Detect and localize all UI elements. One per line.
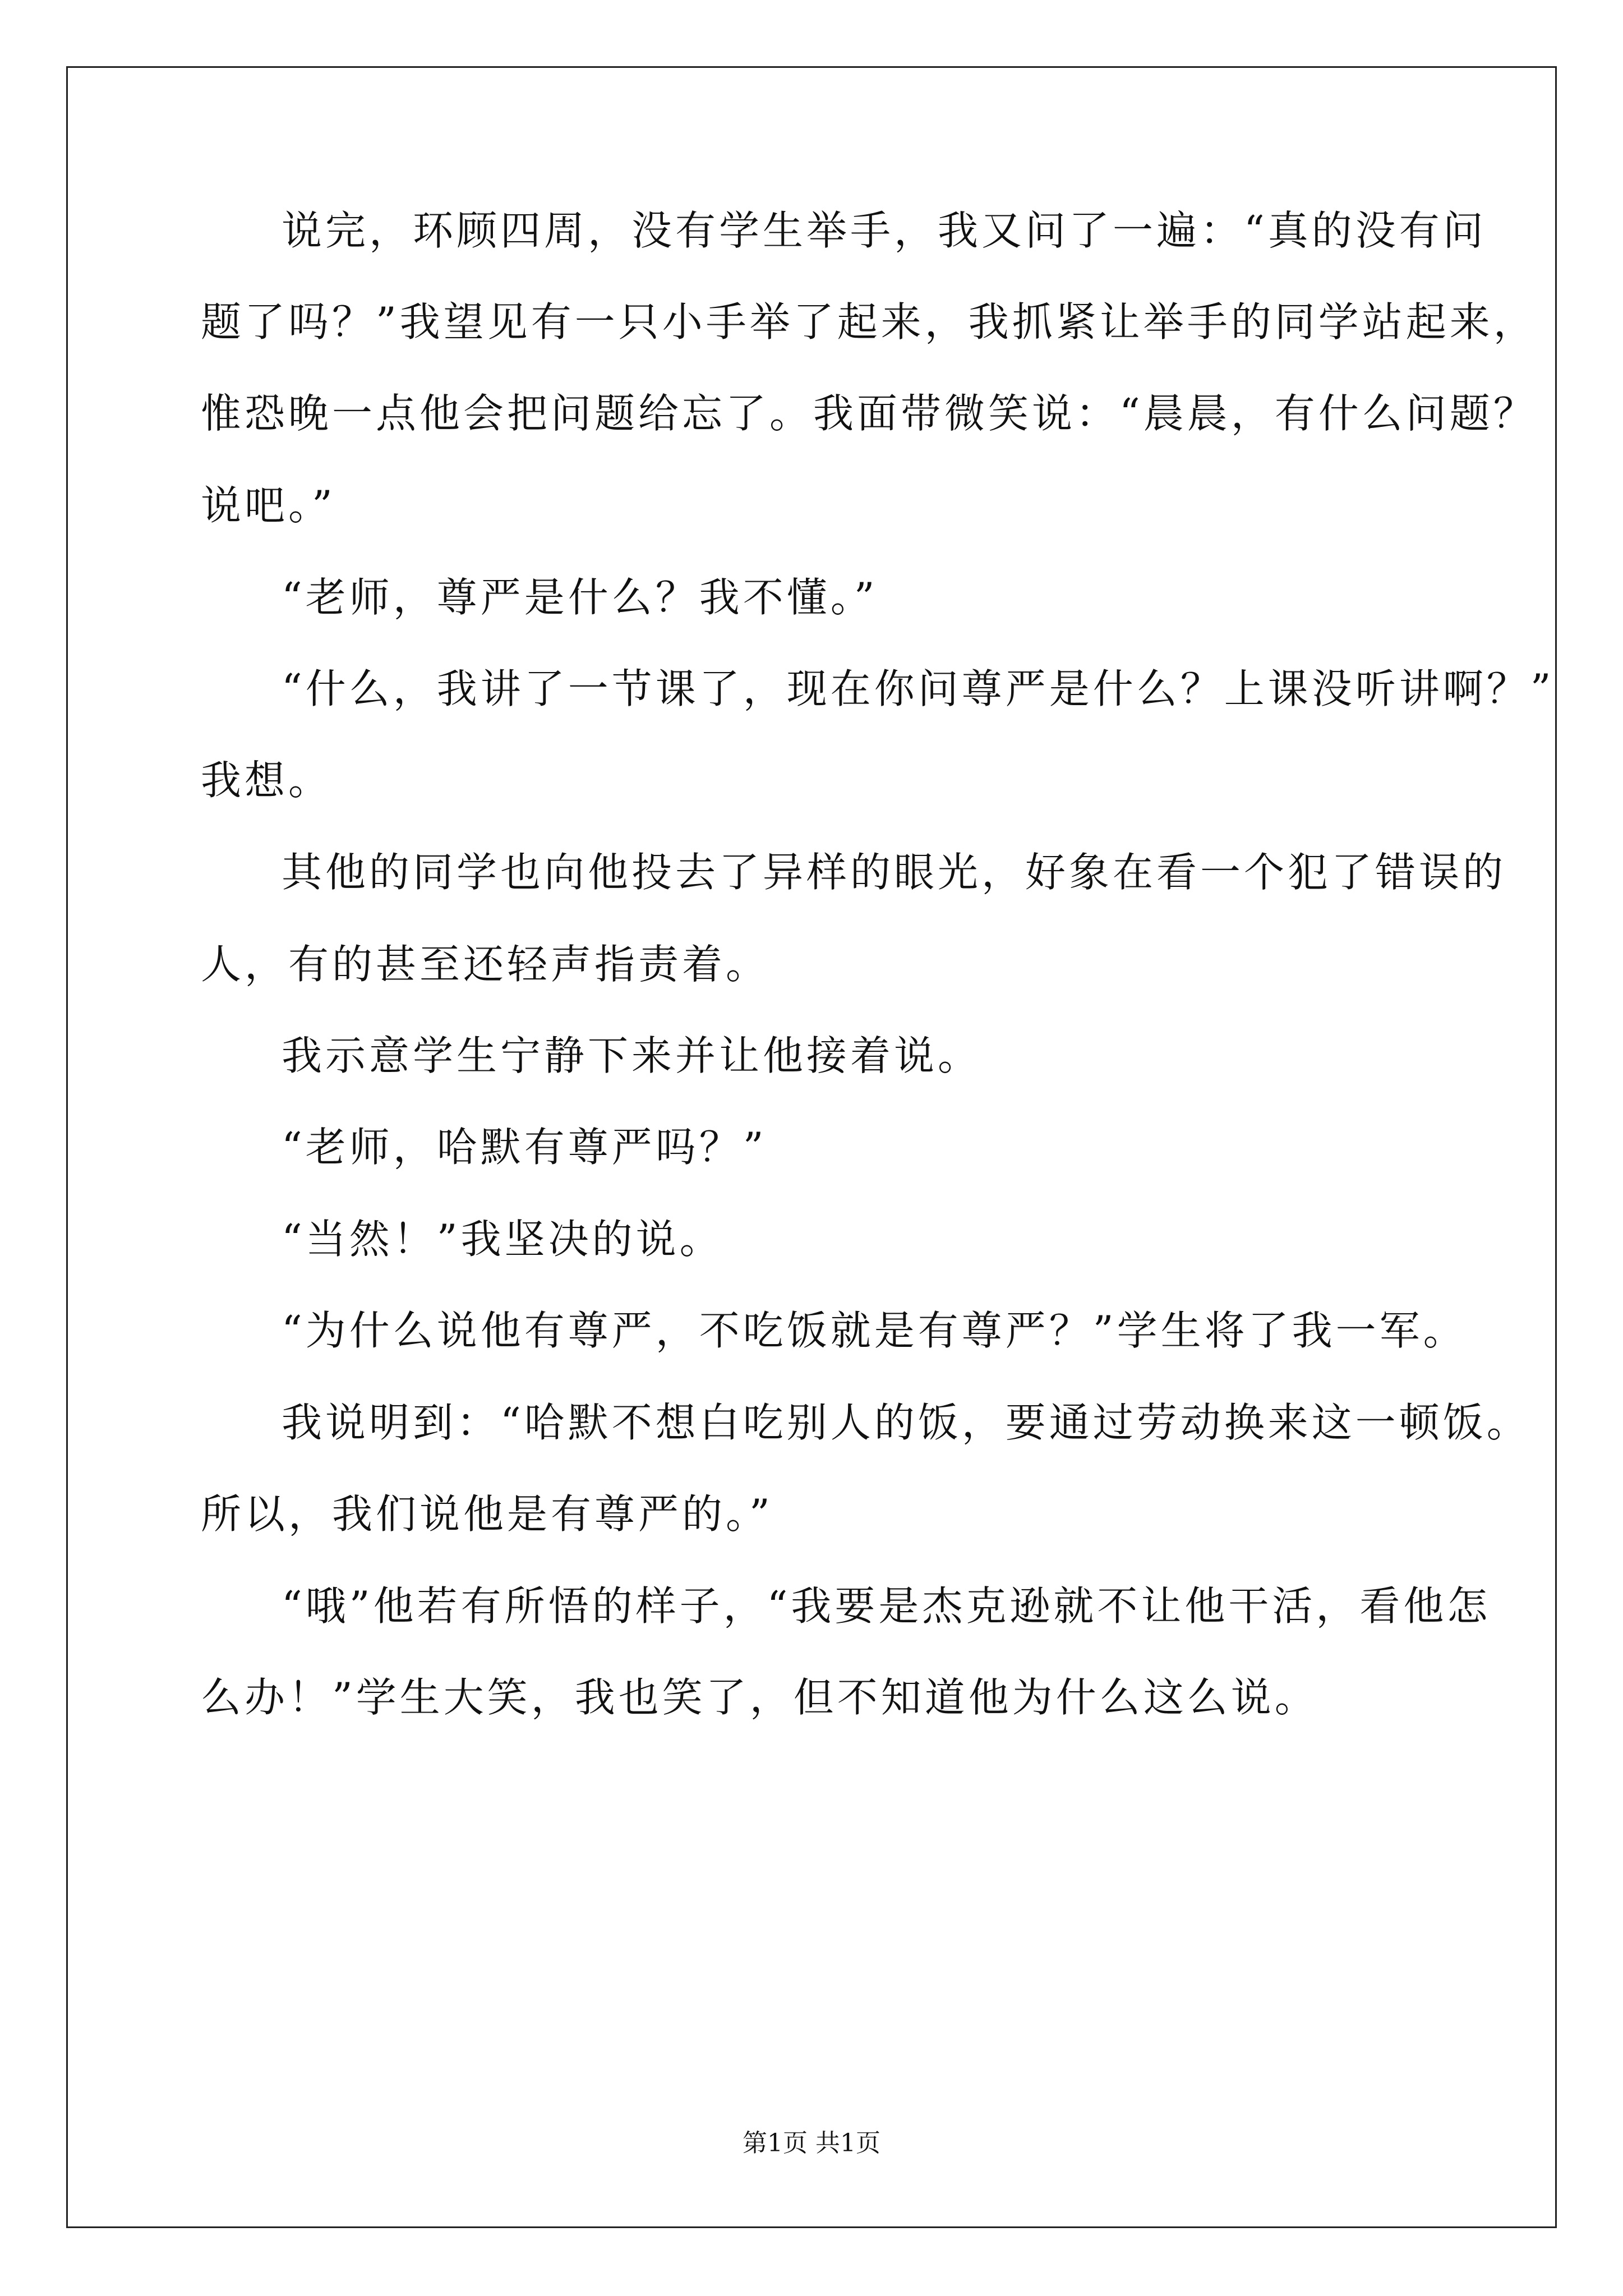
text-line: “当然！”我坚决的说。	[282, 1216, 723, 1263]
text-line: 所以，我们说他是有尊严的。”	[201, 1490, 773, 1538]
text-line: “老师，哈默有尊严吗？”	[282, 1124, 767, 1171]
text-line: “什么，我讲了一节课了，现在你问尊严是什么？上课没听讲啊？”	[282, 665, 1555, 712]
page-footer: 第1页 共1页	[743, 2129, 880, 2157]
text-line: “哦”他若有所悟的样子，“我要是杰克逊就不让他干活，看他怎	[282, 1582, 1491, 1630]
text-line: 题了吗？”我望见有一只小手举了起来，我抓紧让举手的同学站起来，	[201, 298, 1537, 346]
text-line: 说完，环顾四周，没有学生举手，我又问了一遍：“真的没有问	[282, 207, 1487, 254]
text-line: “为什么说他有尊严，不吃饭就是有尊严？”学生将了我一军。	[282, 1307, 1467, 1354]
text-line: 我说明到：“哈默不想白吃别人的饭，要通过劳动换来这一顿饭。	[282, 1399, 1530, 1446]
text-line: 惟恐晚一点他会把问题给忘了。我面带微笑说：“晨晨，有什么问题？	[201, 390, 1537, 437]
text-line: 人，有的甚至还轻声指责着。	[201, 941, 770, 988]
text-line: 我想。	[201, 757, 333, 804]
text-line: 么办！”学生大笑，我也笑了，但不知道他为什么这么说。	[201, 1674, 1318, 1721]
text-line: “老师，尊严是什么？我不懂。”	[282, 574, 878, 621]
text-line: 我示意学生宁静下来并让他接着说。	[282, 1032, 982, 1079]
text-line: 说吧。”	[201, 482, 336, 529]
text-line: 其他的同学也向他投去了异样的眼光，好象在看一个犯了错误的	[282, 849, 1507, 896]
